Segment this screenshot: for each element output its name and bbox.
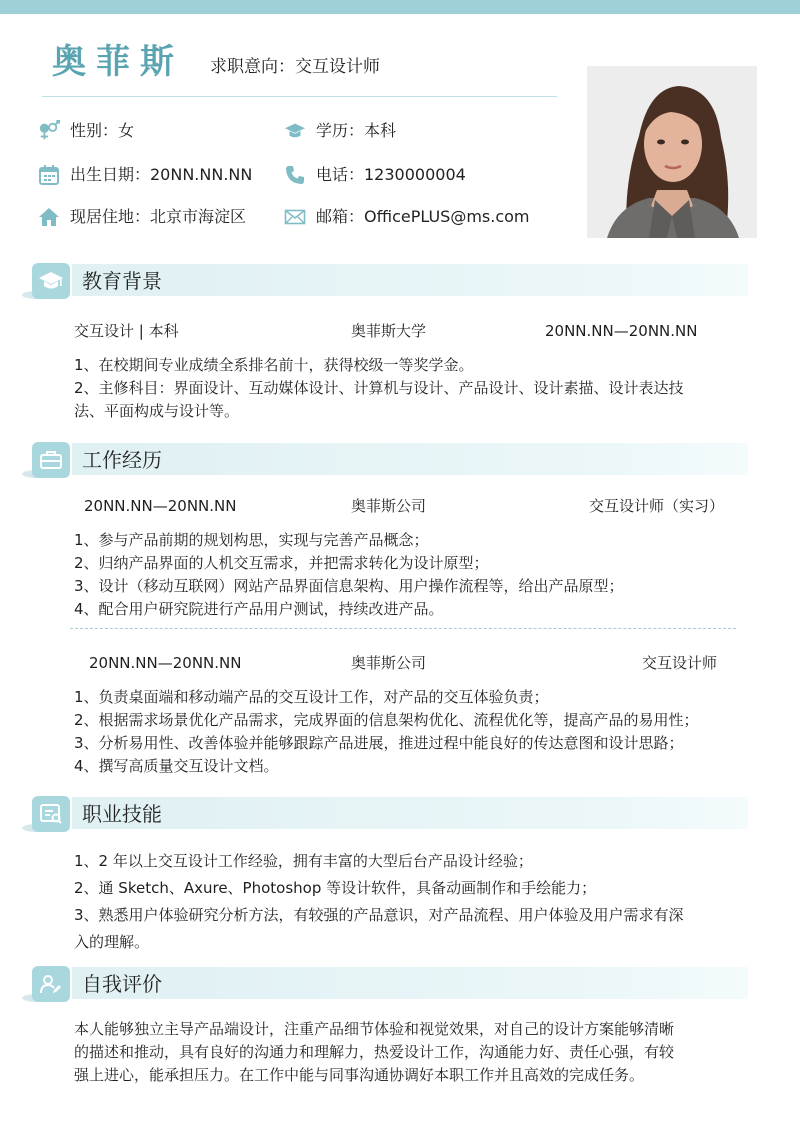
- job-company: 奥菲斯公司: [351, 497, 427, 515]
- birthday-text: 出生日期：20NN.NN.NN: [70, 165, 253, 184]
- info-birthday: [38, 164, 252, 186]
- skill-line: 3、熟悉用户体验研究分析方法，有较强的产品意识，对产品流程、用户体验及用户需求有深: [74, 906, 684, 924]
- job-intent: [210, 55, 380, 79]
- info-education: [284, 120, 396, 142]
- job-line: 3、设计（移动互联网）网站产品界面信息架构、用户操作流程等，给出产品原型；: [74, 577, 624, 595]
- education-line: 1、在校期间专业成绩全系排名前十，获得校级一等奖学金。: [74, 356, 474, 374]
- section-title-work: 工作经历: [82, 448, 162, 472]
- section-title-skills: 职业技能: [82, 802, 162, 826]
- education-major: 交互设计 | 本科: [74, 322, 179, 340]
- job-role: 交互设计师（实习）: [589, 497, 725, 515]
- section-header-education: [20, 263, 748, 299]
- section-band: [72, 797, 748, 829]
- skill-line: 入的理解。: [74, 933, 150, 951]
- home-icon: [38, 206, 60, 228]
- briefcase-icon: [32, 442, 70, 478]
- skill-line: 1、2 年以上交互设计工作经验，拥有丰富的大型后台产品设计经验；: [74, 852, 533, 870]
- email-text: 邮箱：OfficePLUS@ms.com: [316, 207, 530, 226]
- education-school: 奥菲斯大学: [351, 322, 427, 340]
- section-band: [72, 264, 748, 296]
- self-line: 强上进心，能承担压力。在工作中能与同事沟通协调好本职工作并且高效的完成任务。: [74, 1066, 645, 1084]
- section-header-skills: [20, 796, 748, 832]
- job-details: [74, 529, 734, 621]
- address-text: 现居住地：北京市海淀区: [70, 207, 247, 226]
- user-edit-icon: [32, 966, 70, 1002]
- phone-icon: [284, 164, 306, 186]
- candidate-name: 奥菲斯: [52, 42, 184, 82]
- self-line: 的描述和推动，具有良好的沟通力和理解力，热爱设计工作，沟通能力好、责任心强，有较: [74, 1043, 675, 1061]
- job-period: 20NN.NN—20NN.NN: [89, 654, 242, 672]
- info-gender: [38, 120, 134, 142]
- self-details: [74, 1018, 734, 1087]
- self-line: 本人能够独立主导产品端设计，注重产品细节体验和视觉效果，对自己的设计方案能够清晰: [74, 1020, 675, 1038]
- skill-line: 2、通 Sketch、Axure、Photoshop 等设计软件，具备动画制作和手绘能力；: [74, 879, 597, 897]
- job-line: 2、归纳产品界面的人机交互需求，并把需求转化为设计原型；: [74, 554, 489, 572]
- section-header-self: [20, 966, 748, 1002]
- skills-details: [74, 848, 734, 956]
- education-line: 法、平面构成与设计等。: [74, 402, 240, 420]
- job-line: 1、参与产品前期的规划构思，实现与完善产品概念；: [74, 531, 429, 549]
- job-line: 4、撰写高质量交互设计文档。: [74, 757, 279, 775]
- section-title-education: 教育背景: [82, 269, 162, 293]
- education-text: 学历：本科: [316, 121, 397, 140]
- top-accent-bar: [0, 0, 800, 14]
- graduation-cap-icon: [284, 120, 306, 142]
- info-phone: [284, 164, 466, 186]
- education-line: 2、主修科目：界面设计、互动媒体设计、计算机与设计、产品设计、设计素描、设计表达技: [74, 379, 684, 397]
- job-intent-value: 交互设计师: [295, 57, 380, 77]
- job-line: 3、分析易用性、改善体验并能够跟踪产品进展，推进过程中能良好的传达意图和设计思路；: [74, 734, 684, 752]
- job-line: 4、配合用户研究院进行产品用户测试，持续改进产品。: [74, 600, 444, 618]
- section-band: [72, 443, 748, 475]
- job-line: 2、根据需求场景优化产品需求，完成界面的信息架构优化、流程优化等，提高产品的易用性；: [74, 711, 699, 729]
- section-header-work: [20, 442, 748, 478]
- gender-text: 性别：女: [70, 121, 135, 140]
- header-divider: [42, 96, 557, 97]
- job-details: [74, 686, 734, 778]
- job-role: 交互设计师: [642, 654, 718, 672]
- envelope-icon: [284, 206, 306, 228]
- phone-text: 电话：1230000004: [316, 165, 466, 184]
- job-divider: [70, 628, 736, 629]
- job-intent-label: 求职意向：: [210, 57, 295, 77]
- profile-photo: [587, 66, 757, 238]
- education-details: [74, 354, 734, 423]
- job-period: 20NN.NN—20NN.NN: [84, 497, 237, 515]
- info-address: [38, 206, 246, 228]
- info-email: [284, 206, 530, 228]
- section-band: [72, 967, 748, 999]
- job-company: 奥菲斯公司: [351, 654, 427, 672]
- education-period: 20NN.NN—20NN.NN: [545, 322, 698, 340]
- job-line: 1、负责桌面端和移动端产品的交互设计工作，对产品的交互体验负责；: [74, 688, 549, 706]
- skills-icon: [32, 796, 70, 832]
- gender-icon: [38, 120, 60, 142]
- calendar-icon: [38, 164, 60, 186]
- education-icon: [32, 263, 70, 299]
- section-title-self: 自我评价: [82, 972, 162, 996]
